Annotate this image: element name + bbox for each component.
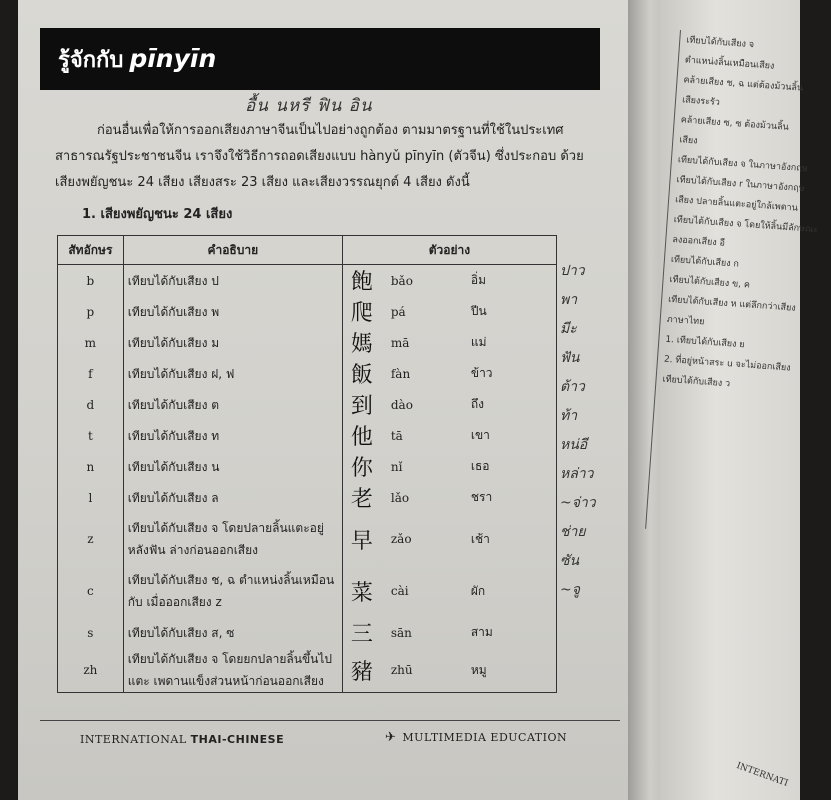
example-pinyin: zǎo (390, 532, 412, 546)
example-pinyin: mā (390, 335, 410, 350)
example-hanzi: 飽 (350, 270, 373, 295)
cell-letter: l (58, 482, 124, 513)
cell-example (342, 648, 556, 693)
page-title (58, 42, 216, 77)
cell-example (342, 358, 556, 389)
cell-example (342, 296, 556, 327)
margin-handwriting (560, 260, 620, 608)
cell-desc: เทียบได้กับเสียง จ โดยยกปลายลิ้นขึ้นไปแตะ เพดานแข็งส่วนหน้าก่อนออกเสียง (123, 648, 342, 693)
table-row (58, 389, 557, 420)
right-page-line: 2. ที่อยู่หน้าสระ u จะไม่ออกเสียง (663, 354, 791, 374)
margin-note: ~จ่าว (560, 495, 596, 511)
cell-example (342, 513, 556, 565)
example-thai: ปีน (470, 304, 487, 318)
cell-example (342, 451, 556, 482)
cell-example (342, 265, 556, 297)
margin-note: ต้าว (560, 379, 585, 395)
cell-desc: เทียบได้กับเสียง ม (123, 327, 342, 358)
right-page-line: เทียบได้กับเสียง ว (662, 374, 731, 390)
header-example: ตัวอย่าง (342, 236, 556, 265)
header-letter: สัทอักษร (58, 236, 124, 265)
example-hanzi: 媽 (350, 332, 373, 357)
cell-desc: เทียบได้กับเสียง พ (123, 296, 342, 327)
footer-left (80, 733, 284, 746)
example-pinyin: bǎo (390, 273, 413, 288)
table-row (58, 327, 557, 358)
table-row (58, 482, 557, 513)
right-page-line: เสียงระรัว (681, 95, 721, 108)
right-page-line: ตำแหน่งลิ้นเหมือนเสียง (684, 55, 775, 72)
margin-note: ~จู (560, 582, 580, 598)
table-row (58, 296, 557, 327)
cell-letter: f (58, 358, 124, 389)
example-hanzi: 他 (350, 425, 373, 450)
example-thai: ชรา (470, 490, 493, 504)
right-page-line: เสียง (678, 135, 698, 147)
example-hanzi: 菜 (350, 580, 373, 606)
example-thai: ผัก (470, 583, 486, 598)
table-row (58, 420, 557, 451)
right-page-footer: INTERNATI (734, 761, 790, 789)
footer-left-b: THAI-CHINESE (190, 733, 285, 746)
example-hanzi: 飯 (350, 363, 373, 388)
example-thai: เขา (470, 428, 490, 442)
cell-example (342, 617, 556, 648)
example-thai: อิ่ม (470, 273, 486, 287)
cell-example (342, 327, 556, 358)
cell-example (342, 420, 556, 451)
margin-note: หล่าว (560, 466, 594, 482)
example-pinyin: zhū (390, 663, 413, 677)
example-pinyin: pá (390, 304, 406, 319)
example-hanzi: 爬 (350, 301, 373, 326)
cell-desc: เทียบได้กับเสียง ท (123, 420, 342, 451)
example-hanzi: 到 (350, 394, 373, 419)
handwritten-note: อื้น นหรี ฟิน อิน (245, 96, 373, 116)
table-row (58, 358, 557, 389)
right-page-line: 1. เทียบได้กับเสียง ย (665, 334, 745, 351)
footer-left-a: INTERNATIONAL (80, 733, 187, 746)
right-page-line: เทียบได้กับเสียง ก (670, 254, 740, 270)
example-thai: สาม (470, 625, 493, 639)
cell-letter: zh (58, 648, 124, 693)
example-pinyin: fàn (390, 366, 411, 381)
margin-note: พา (560, 292, 578, 308)
table-header-row (58, 236, 557, 265)
cell-desc: เทียบได้กับเสียง ล (123, 482, 342, 513)
intro-line: ก่อนอื่นเพื่อให้การออกเสียงภาษาจีนเป็นไปอย่างถูกต้อง ตามมาตรฐานที่ใช้ในประเทศ (97, 123, 564, 138)
margin-note: ฟัน (560, 350, 580, 366)
example-thai: ถึง (470, 397, 484, 411)
right-page-line: เสียง ปลายลิ้นแตะอยู่ใกล้เพดาน (674, 195, 799, 214)
margin-note: ปาว (560, 263, 585, 279)
cell-letter: p (58, 296, 124, 327)
table-row (58, 617, 557, 648)
cell-example (342, 565, 556, 617)
table-row (58, 513, 557, 565)
example-pinyin: sān (390, 625, 412, 640)
right-page-line: เทียบได้กับเสียง ข, ค (669, 274, 751, 291)
intro-line: สาธารณรัฐประชาชนจีน เราจึงใช้วิธีการถอดเสียงแบบ hànyǔ pīnyīn (ตัวจีน) ซึ่งประกอบ ด้วย (55, 149, 584, 164)
margin-note: ซัน (560, 553, 580, 569)
example-thai: แม่ (470, 335, 487, 349)
example-hanzi: 豬 (350, 659, 373, 685)
intro-paragraph (55, 118, 615, 196)
cell-desc: เทียบได้กับเสียง ต (123, 389, 342, 420)
example-hanzi: 你 (350, 456, 373, 481)
footer-divider (40, 720, 620, 721)
example-pinyin: lǎo (390, 490, 410, 505)
right-page-line: เทียบได้กับเสียง r ในภาษาอังกฤษ (676, 175, 805, 195)
section-title: 1. เสียงพยัญชนะ 24 เสียง (82, 207, 233, 222)
example-pinyin: dào (390, 397, 413, 412)
margin-note: มีะ (560, 321, 577, 337)
cell-desc: เทียบได้กับเสียง น (123, 451, 342, 482)
table-row (58, 565, 557, 617)
example-pinyin: nǐ (390, 459, 403, 474)
intro-line: เสียงพยัญชนะ 24 เสียง เสียงสระ 23 เสียง และเสียงวรรณยุกต์ 4 เสียง ดังนี้ (55, 175, 470, 190)
table-row (58, 265, 557, 297)
cell-example (342, 482, 556, 513)
cell-letter: b (58, 265, 124, 297)
cell-desc: เทียบได้กับเสียง จ โดยปลายลิ้นแตะอยู่หลังฟัน ล่างก่อนออกเสียง (123, 513, 342, 565)
table-row (58, 451, 557, 482)
right-page-line: เทียบได้กับเสียง จ ในภาษาอังกฤษ (677, 155, 808, 175)
margin-note: ช่าย (560, 524, 586, 540)
right-page-line: เทียบได้กับเสียง จ (685, 35, 755, 51)
example-thai: หมู (470, 662, 487, 677)
cell-desc: เทียบได้กับเสียง ฝ, ฟ (123, 358, 342, 389)
cell-letter: t (58, 420, 124, 451)
right-page-line: ลงออกเสียง อี (671, 234, 726, 249)
right-page-line: เทียบได้กับเสียง ห แต่ลึกกว่าเสียง (667, 294, 797, 314)
cell-desc: เทียบได้กับเสียง ช, ฉ ตำแหน่งลิ้นเหมือนกับ เมื่อออกเสียง z (123, 565, 342, 617)
cell-desc: เทียบได้กับเสียง ป (123, 265, 342, 297)
right-page-line: ภาษาไทย (666, 314, 705, 328)
title-pinyin: pīnyīn (129, 44, 217, 73)
example-thai: เธอ (470, 459, 490, 473)
example-pinyin: tā (390, 428, 403, 443)
cell-letter: c (58, 565, 124, 617)
footer-right (385, 730, 567, 745)
right-page-line: คล้ายเสียง ซ, ซ ต้องม้วนลิ้น (680, 115, 790, 133)
example-hanzi: 老 (350, 487, 373, 512)
cell-letter: n (58, 451, 124, 482)
example-pinyin: cài (390, 584, 409, 598)
margin-note: หน่อี (560, 437, 588, 453)
cell-letter: z (58, 513, 124, 565)
plane-logo-icon: ✈ (385, 730, 397, 745)
title-thai: รู้จักกับ (58, 48, 124, 73)
example-hanzi: 早 (350, 528, 373, 554)
cell-letter: s (58, 617, 124, 648)
cell-letter: d (58, 389, 124, 420)
header-desc: คำอธิบาย (123, 236, 342, 265)
cell-desc: เทียบได้กับเสียง ส, ซ (123, 617, 342, 648)
footer-right-text: MULTIMEDIA EDUCATION (402, 731, 568, 744)
example-thai: ข้าว (470, 366, 493, 380)
example-hanzi: 三 (350, 622, 373, 647)
consonant-table (57, 235, 557, 693)
example-thai: เช้า (470, 531, 490, 546)
right-page-line: คล้ายเสียง ช, ฉ แต่ต้องม้วนลิ้น (683, 75, 804, 94)
right-page-line: เทียบได้กับเสียง จ โดยให้ลิ้นมีลักษณะ (673, 215, 819, 236)
cell-letter: m (58, 327, 124, 358)
table-row (58, 648, 557, 693)
margin-note: ท้า (560, 408, 578, 424)
cell-example (342, 389, 556, 420)
